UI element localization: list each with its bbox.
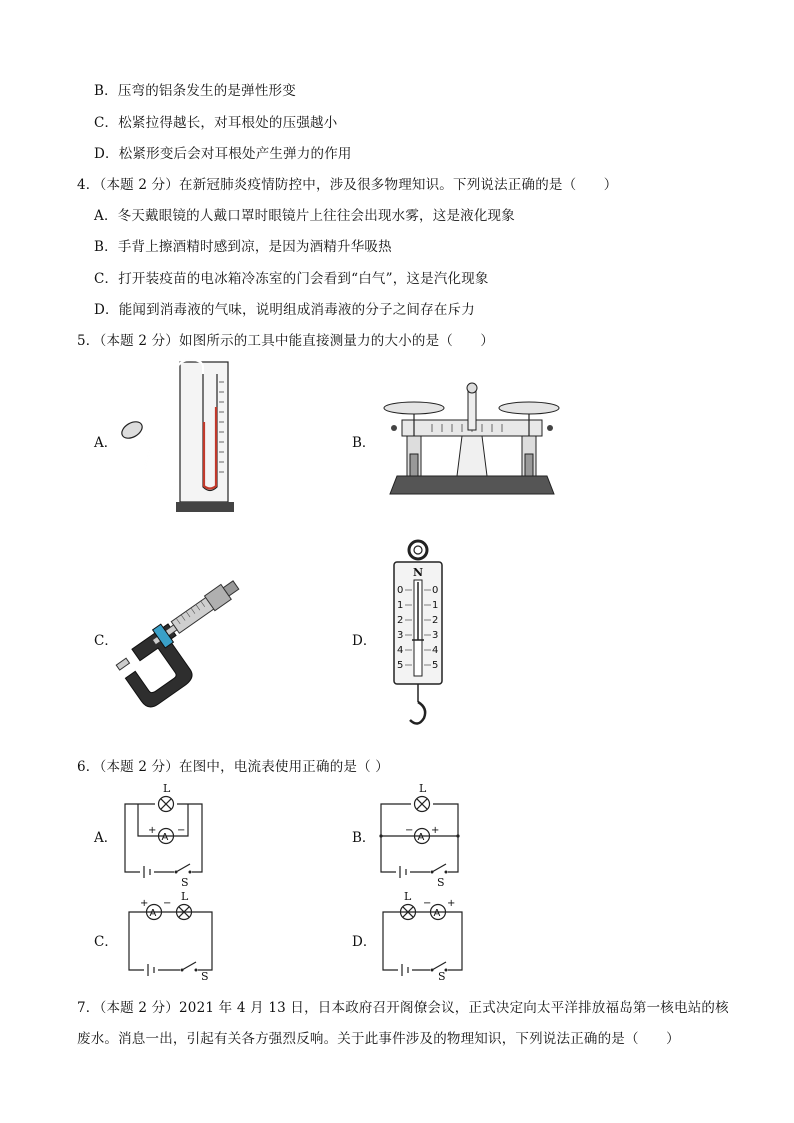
scale-mark-left: 3: [397, 630, 404, 641]
circuit-b: [378, 782, 470, 889]
q6-label-b: B．: [352, 830, 376, 846]
ammeter-symbol: A: [161, 832, 169, 843]
q6-label-d: D．: [352, 934, 377, 950]
scale-unit-label: N: [412, 566, 424, 579]
ammeter-symbol: A: [417, 832, 425, 843]
plus-terminal: +: [447, 898, 456, 909]
lamp-label: L: [419, 782, 427, 795]
circuit-a: [122, 782, 214, 889]
scale-mark-right: 2: [432, 615, 439, 626]
scale-mark-left: 1: [397, 600, 404, 611]
q6-label-a: A．: [94, 830, 118, 846]
switch-label: S: [201, 970, 209, 983]
micrometer-image: [128, 572, 258, 702]
scale-mark-left: 5: [397, 660, 404, 671]
q7-line-1: 7．（本题 2 分）2021 年 4 月 13 日，日本政府召开阁僚会议，正式决定向太平洋排放福岛第一核电站的核: [77, 1000, 729, 1016]
scale-mark-left: 0: [397, 585, 404, 596]
q4-option-c: C．打开装疫苗的电冰箱冷冻室的门会看到“白气”，这是汽化现象: [94, 271, 489, 287]
circuit-d: [380, 890, 472, 983]
lamp-label: L: [163, 782, 171, 795]
plus-terminal: +: [431, 825, 440, 836]
circuit-c: [126, 890, 218, 983]
lamp-label: L: [181, 890, 189, 903]
balance-scale-image: [382, 380, 562, 500]
switch-label: S: [438, 970, 446, 983]
ammeter-symbol: A: [149, 908, 157, 919]
q4-option-b: B．手背上擦酒精时感到凉，是因为酒精升华吸热: [94, 239, 392, 255]
switch-label: S: [181, 876, 189, 889]
scale-mark-right: 4: [432, 645, 439, 656]
scale-mark-left: 4: [397, 645, 404, 656]
q7-line-2: 废水。消息一出，引起有关各方强烈反响。关于此事件涉及的物理知识，下列说法正确的是（ ）: [77, 1031, 680, 1047]
scale-mark-right: 1: [432, 600, 439, 611]
spring-scale-image: [390, 540, 446, 732]
q4-option-a: A．冬天戴眼镜的人戴口罩时眼镜片上往往会出现水雾，这是液化现象: [94, 208, 515, 224]
minus-terminal: −: [405, 825, 414, 836]
plus-terminal: +: [140, 898, 149, 909]
q5-label-c: C．: [94, 633, 118, 649]
plus-terminal: +: [148, 825, 157, 836]
ammeter-symbol: A: [433, 908, 441, 919]
q3-option-c: C．松紧拉得越长，对耳根处的压强越小: [94, 115, 338, 131]
q6-label-c: C．: [94, 934, 118, 950]
scale-mark-left: 2: [397, 615, 404, 626]
q3-option-b: B．压弯的铝条发生的是弹性形变: [94, 83, 296, 99]
q6-stem: 6．（本题 2 分）在图中，电流表使用正确的是（ ）: [77, 759, 390, 775]
minus-terminal: −: [177, 825, 186, 836]
lamp-label: L: [404, 890, 412, 903]
scale-mark-right: 5: [432, 660, 439, 671]
switch-label: S: [437, 876, 445, 889]
q5-label-b: B．: [352, 435, 376, 451]
q4-option-d: D．能闻到消毒液的气味，说明组成消毒液的分子之间存在斥力: [94, 302, 475, 318]
pressure-gauge-image: [118, 362, 248, 516]
q4-stem: 4．（本题 2 分）在新冠肺炎疫情防控中，涉及很多物理知识。下列说法正确的是（ ）: [77, 177, 618, 193]
minus-terminal: −: [163, 898, 172, 909]
q3-option-d: D．松紧形变后会对耳根处产生弹力的作用: [94, 146, 352, 162]
minus-terminal: −: [423, 898, 432, 909]
q5-stem: 5．（本题 2 分）如图所示的工具中能直接测量力的大小的是（ ）: [77, 333, 495, 349]
q5-label-a: A．: [94, 435, 118, 451]
q5-label-d: D．: [352, 633, 377, 649]
scale-mark-right: 3: [432, 630, 439, 641]
scale-mark-right: 0: [432, 585, 439, 596]
